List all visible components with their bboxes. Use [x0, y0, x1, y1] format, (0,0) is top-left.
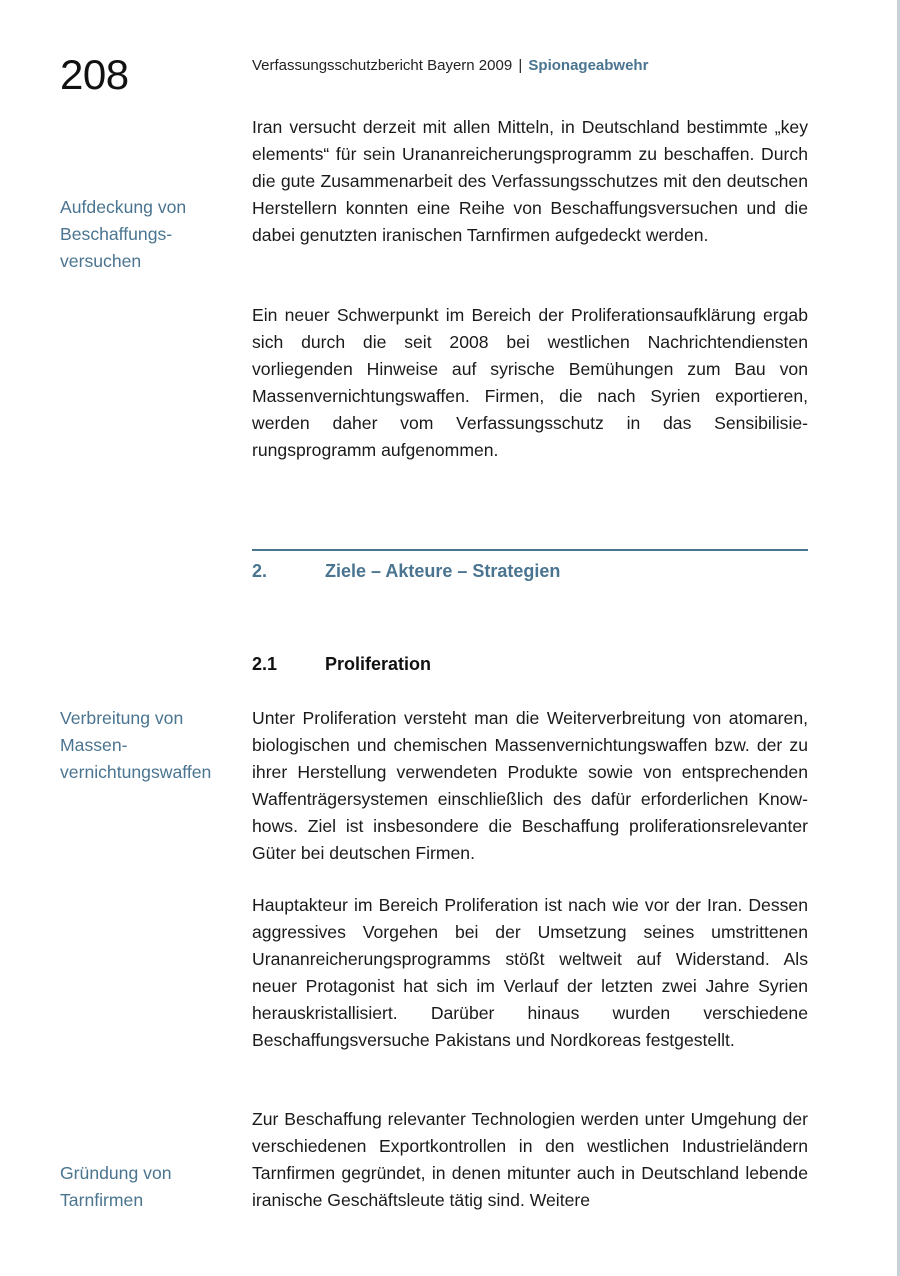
margin-note-verbreitung: Verbreitung von Massenvernichtungswaffen — [60, 708, 212, 782]
section-name: Spionageabwehr — [528, 57, 649, 74]
subsection-number: 2.1 — [252, 654, 278, 674]
paragraph-syrien-schwerpunkt: Ein neuer Schwerpunkt im Bereich der Proliferationsaufklärung ergab sich durch die seit 2008 bei westlichen Nachrichtendiensten vorliegenden Hinweise auf syrische Bemühungen zum Bau von Massenvernichtungswaffen. Firmen, die nach Syrien exportieren, werden daher vom Verfassungsschutz in das Sensibilisierungsprogramm aufgenommen. — [252, 305, 808, 460]
subsection-title: Proliferation — [325, 654, 432, 674]
header-separator: | — [518, 57, 523, 74]
paragraph-hauptakteur: Hauptakteur im Bereich Proliferation ist nach wie vor der Iran. Dessen aggressives Vorgehen bei der Umsetzung seines umstrittenen Urananreicherungsprogramms stößt weltweit auf Widerstand. Als neuer Protagonist hat sich im Verlauf der letzten zwei Jahre Syrien herauskristallisiert. Darüber hinaus wurden verschiedene Beschaffungsversuche Pakistans und Nordkoreas festgestellt. — [252, 895, 808, 1050]
paragraph-iran-key-elements: Iran versucht derzeit mit allen Mitteln, in Deutschland bestimmte „key elements“ für sein Urananreicherungsprogramm zu beschaffen. Durch die gute Zusammenarbeit des Verfassungsschutzes mit den deutschen Herstellern konnten eine Reihe von Beschaffungsversuchen und die dabei genutzten iranischen Tarnfirmen aufgedeckt werden. — [252, 117, 808, 245]
margin-note-tarnfirmen: Gründung von Tarnfirmen — [60, 1163, 172, 1210]
paragraph-beschaffung-technologien: Zur Beschaffung relevanter Technologien werden unter Umgehung der verschiedenen Exportkontrollen in den westlichen Industrieländern Tarnfirmen gegründet, in denen mitunter auch in Deutschland lebende iranische Geschäftsleute tätig sind. Weitere — [252, 1109, 808, 1210]
section-number: 2. — [252, 561, 268, 581]
paragraph-proliferation-definition: Unter Proliferation versteht man die Weiterverbreitung von atomaren, biologischen und chemischen Massenvernichtungswaffen bzw. der zu ihrer Herstellung verwendeten Produkte sowie von entsprechenden Waffenträgersystemen einschließlich des dafür erforderlichen Know-hows. Ziel ist insbesondere die Beschaffung proliferationsrelevanter Güter bei deutschen Firmen. — [252, 708, 808, 863]
section-rule — [252, 549, 808, 551]
subsection-heading-2-1 — [252, 651, 431, 677]
report-title: Verfassungsschutzbericht Bayern 2009 — [252, 57, 513, 74]
page-number: 208 — [60, 51, 129, 98]
running-header — [252, 56, 648, 76]
section-title: Ziele – Akteure – Strategien — [325, 561, 561, 581]
margin-note-beschaffung: Aufdeckung von Beschaffungsversuchen — [60, 197, 187, 271]
section-heading-2 — [252, 558, 560, 584]
